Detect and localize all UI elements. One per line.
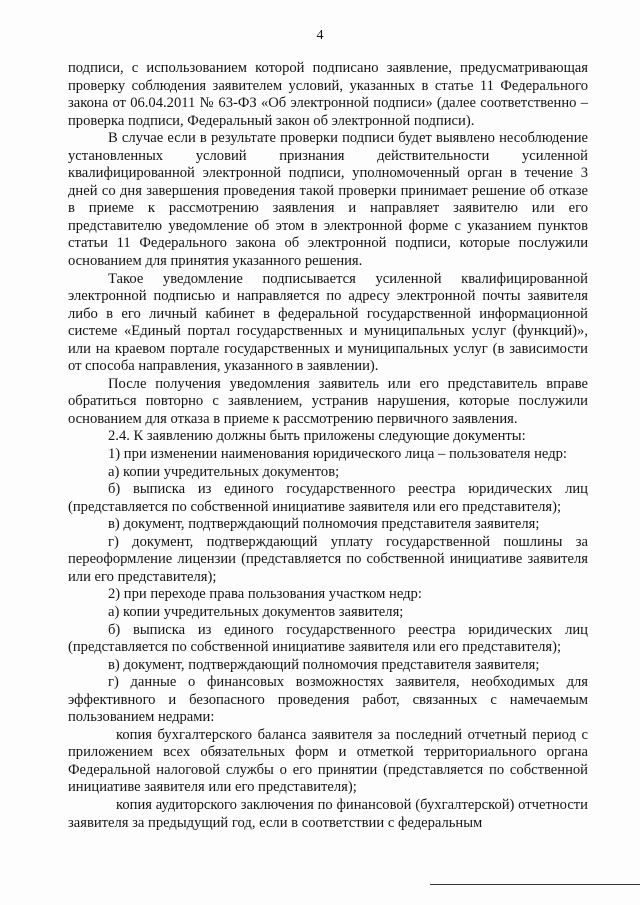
list-item-2v: в) документ, подтверждающий полномочия представителя заявителя; bbox=[108, 656, 540, 673]
paragraph-notification: Такое уведомление подписывается усиленной квалифицированной электронной подписью и направляется по адресу электронной почты заявителя либо в его личный кабинет в федеральной государственной информационной системе «Единый портал государственных и муниципальных услуг (функций)», или на краевом портале государственных и муниципальных услуг (в зависимости от способа направления, указанного в заявлении). bbox=[68, 270, 588, 375]
list-item-2a: а) копии учредительных документов заявителя; bbox=[108, 603, 404, 620]
list-item-2g: г) данные о финансовых возможностях заявителя, необходимых для эффективного и безопасного проведения работ, связанных с намечаемым пользованием недрами: bbox=[68, 674, 588, 726]
list-item-1b: б) выписка из единого государственного реестра юридических лиц (представляется по собственной инициативе заявителя или его представителя); bbox=[68, 481, 588, 515]
paragraph-resubmission: После получения уведомления заявитель или его представитель вправе обратиться повторно с заявлением, устранив нарушения, которые послужили основанием для отказа в приеме к рассмотрению первичного заявления. bbox=[68, 375, 588, 427]
list-item-1: 1) при изменении наименования юридического лица – пользователя недр: bbox=[108, 446, 567, 463]
list-item-1v: в) документ, подтверждающий полномочия представителя заявителя; bbox=[108, 516, 540, 533]
list-item-1a: а) копии учредительных документов; bbox=[108, 463, 340, 480]
list-item-2: 2) при переходе права пользования участком недр: bbox=[108, 586, 422, 603]
list-item-2b: б) выписка из единого государственного реестра юридических лиц (представляется по собственной инициативе заявителя или его представителя); bbox=[68, 621, 588, 656]
paragraph-2-4-heading: 2.4. К заявлению должны быть приложены следующие документы: bbox=[108, 428, 526, 445]
list-subitem-balance-copy: копия бухгалтерского баланса заявителя за последний отчетный период с приложением всех обязательных форм и отметкой территориального органа Федеральной налоговой службы о его принятии (представляется по собственной инициативе заявителя или его представителя); bbox=[68, 726, 588, 796]
list-item-1g: г) документ, подтверждающий уплату государственной пошлины за переоформление лицензии (представляется по собственной инициативе заявителя или его представителя); bbox=[68, 533, 588, 585]
list-subitem-audit-copy: копия аудиторского заключения по финансовой (бухгалтерской) отчетности заявителя за предыдущий год, если в соответствии с федеральным bbox=[68, 796, 588, 831]
document-body bbox=[68, 60, 588, 832]
paragraph-signature-check: подписи, с использованием которой подписано заявление, предусматривающая проверку соблюдения заявителем условий, указанных в статье 11 Федерального закона от 06.04.2011 № 63-ФЗ «Об электронной подписи» (далее соответственно – проверка подписи, Федеральный закон об электронной подписи). bbox=[68, 60, 588, 129]
page-number: 4 bbox=[316, 28, 324, 43]
paragraph-refusal-decision: В случае если в результате проверки подписи будет выявлено несоблюдение установленных условий признания действительности усиленной квалифицированной электронной подписи, уполномоченный орган в течение 3 дней со дня завершения проведения такой проверки принимает решение об отказе в приеме к рассмотрению заявления и направляет заявителю или его представителю уведомление об этом в электронной форме с указанием пунктов статьи 11 Федерального закона об электронной подписи, которые послужили основанием для принятия указанного решения. bbox=[68, 130, 588, 270]
footer-rule bbox=[430, 884, 640, 885]
